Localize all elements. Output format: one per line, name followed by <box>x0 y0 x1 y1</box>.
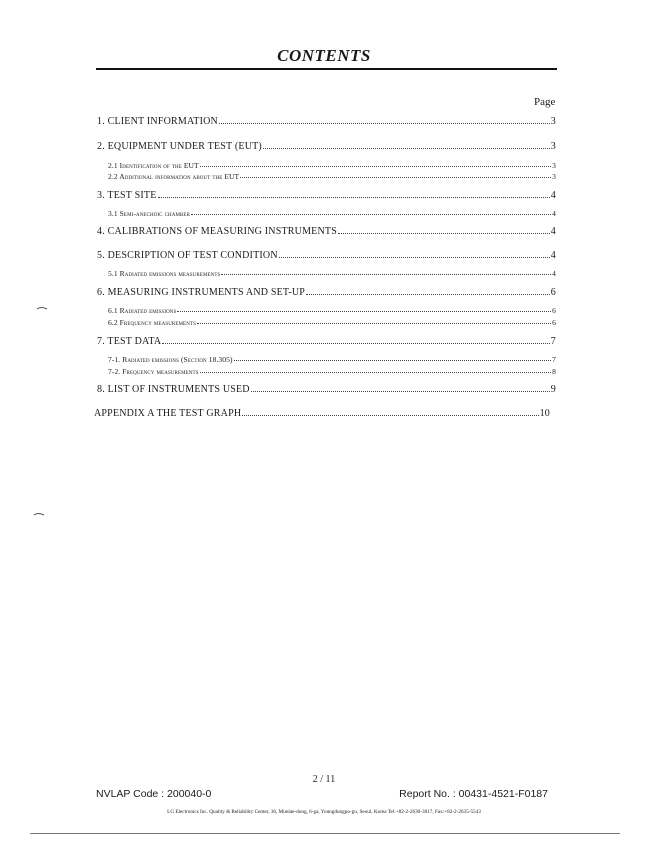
dot-leader <box>200 367 552 373</box>
dot-leader <box>221 269 551 275</box>
toc-entry[interactable] <box>97 190 556 201</box>
dot-leader <box>263 141 550 149</box>
toc-entry-label: 1. CLIENT INFORMATION <box>97 116 218 127</box>
page-title: CONTENTS <box>277 46 371 65</box>
toc-entry-page: 3 <box>552 172 556 181</box>
dot-leader <box>306 287 550 295</box>
toc-subentry[interactable] <box>108 367 556 376</box>
toc-entry-label: 2.2 Additional information about the EUT <box>108 172 240 181</box>
toc-entry-label: APPENDIX A THE TEST GRAPH <box>94 408 242 419</box>
toc-entry-page: 3 <box>552 161 556 170</box>
toc-subentry[interactable] <box>108 172 556 181</box>
toc-entry[interactable] <box>97 250 556 261</box>
footer-divider <box>30 833 620 834</box>
toc-entry[interactable] <box>97 336 556 347</box>
toc-entry-label: 8. LIST OF INSTRUMENTS USED <box>97 384 250 395</box>
toc-entry[interactable] <box>97 141 556 152</box>
toc-subentry[interactable] <box>108 209 556 218</box>
dot-leader <box>242 408 538 416</box>
toc-entry-page: 8 <box>552 367 556 376</box>
toc-entry-label: 2.1 Identification of the EUT <box>108 161 199 170</box>
toc-entry[interactable] <box>97 384 556 395</box>
toc-entry-label: 6.2 Frequency measurements <box>108 318 196 327</box>
dot-leader <box>162 336 550 344</box>
toc-entry-label: 6.1 Radiated emissions <box>108 306 177 315</box>
toc-entry-page: 4 <box>550 190 556 201</box>
dot-leader <box>158 190 550 198</box>
scan-mark-icon <box>33 512 45 516</box>
nvlap-code: NVLAP Code : 200040-0 <box>96 788 212 800</box>
toc-subentry[interactable] <box>108 269 556 278</box>
toc-entry[interactable] <box>97 287 556 298</box>
page-column-label: Page <box>534 96 556 108</box>
dot-leader <box>200 161 551 167</box>
toc-entry-label: 3.1 Semi-anechoic chamber <box>108 209 191 218</box>
toc-entry-page: 6 <box>552 306 556 315</box>
toc-entry[interactable] <box>97 226 556 237</box>
dot-leader <box>191 209 551 215</box>
report-number: Report No. : 00431-4521-F0187 <box>399 788 548 800</box>
page-number: 2 / 11 <box>312 774 336 785</box>
dot-leader <box>177 306 551 312</box>
dot-leader <box>338 226 550 234</box>
toc-entry-label: 5.1 Radiated emissions measurements <box>108 269 221 278</box>
toc-entry-page: 4 <box>550 250 556 261</box>
toc-entry-label: 3. TEST SITE <box>97 190 157 201</box>
toc-subentry[interactable] <box>108 318 556 327</box>
dot-leader <box>251 384 550 392</box>
dot-leader <box>240 172 551 178</box>
toc-entry-page: 4 <box>552 209 556 218</box>
toc-subentry[interactable] <box>108 355 556 364</box>
toc-entry-page: 6 <box>550 287 556 298</box>
toc-entry-page: 9 <box>550 384 556 395</box>
toc-entry-page: 10 <box>539 408 550 419</box>
dot-leader <box>219 116 550 124</box>
toc-entry-page: 7 <box>552 355 556 364</box>
toc-subentry[interactable] <box>108 161 556 170</box>
toc-entry-label: 6. MEASURING INSTRUMENTS AND SET-UP <box>97 287 306 298</box>
toc-entry-label: 7. TEST DATA <box>97 336 162 347</box>
toc-entry-label: 7-1. Radiated emissions (Section 18.305) <box>108 355 233 364</box>
toc-entry-page: 4 <box>552 269 556 278</box>
toc-subentry[interactable] <box>108 306 556 315</box>
toc-entry-page: 6 <box>552 318 556 327</box>
dot-leader <box>279 250 550 258</box>
toc-entry-label: 4. CALIBRATIONS OF MEASURING INSTRUMENTS <box>97 226 337 237</box>
toc-entry-page: 3 <box>550 141 556 152</box>
toc-entry-label: 2. EQUIPMENT UNDER TEST (EUT) <box>97 141 262 152</box>
toc-entry[interactable] <box>97 116 556 127</box>
company-address: LG Electronics Inc. Quality & Reliability Center, 36, Munlae-dong, 6-ga, Youngdungpo-gu, Seoul, Korea Tel:+82-2-2630-3017, Fax:+82-2-2635-5543 <box>167 809 481 815</box>
toc-entry-page: 7 <box>550 336 556 347</box>
dot-leader <box>197 318 551 324</box>
toc-entry-label: 7-2. Frequency measurements <box>108 367 199 376</box>
toc-entry-page: 3 <box>550 116 556 127</box>
toc-entry-label: 5. DESCRIPTION OF TEST CONDITION <box>97 250 278 261</box>
scan-mark-icon <box>36 306 48 310</box>
dot-leader <box>234 355 552 361</box>
toc-entry[interactable] <box>94 408 550 419</box>
toc-entry-page: 4 <box>550 226 556 237</box>
